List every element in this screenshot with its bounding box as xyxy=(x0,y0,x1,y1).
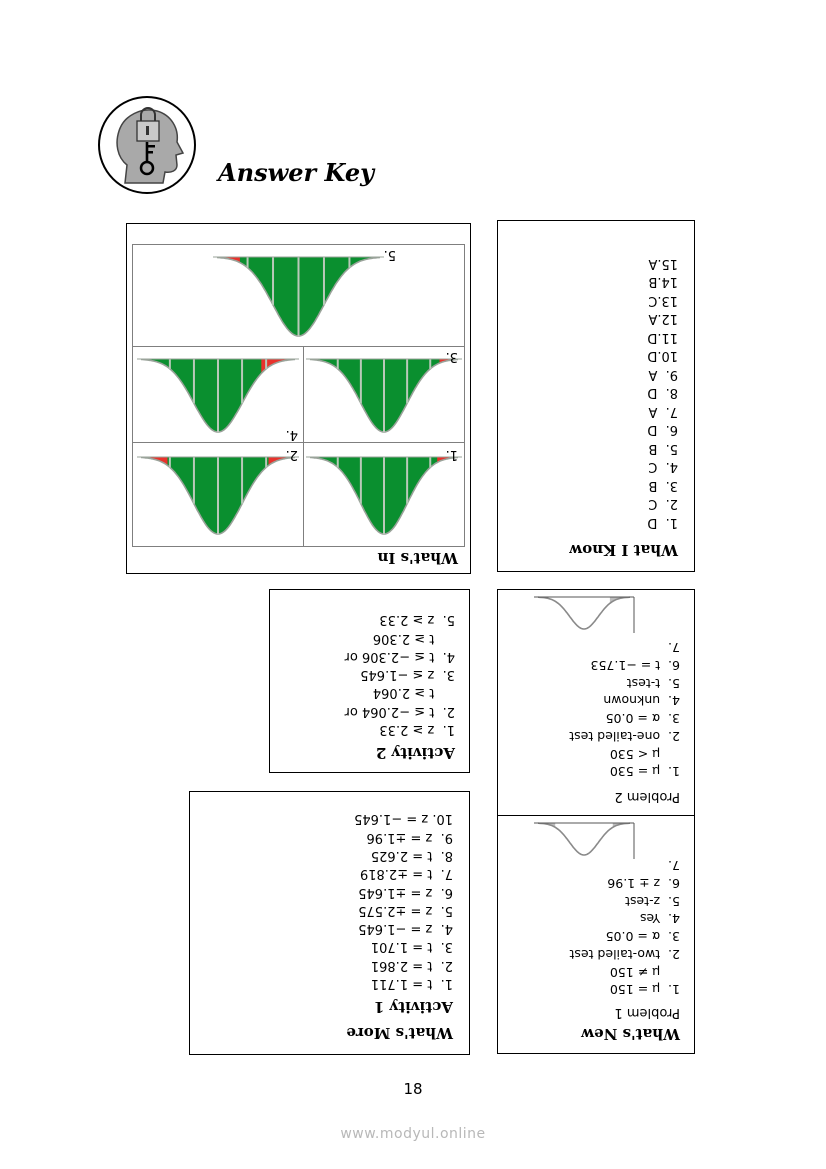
answer-line: 10. z = −1.645 xyxy=(354,811,453,827)
whats-more-box xyxy=(189,791,470,1055)
answer-line: 4. C xyxy=(648,459,678,475)
answer-line: 6. D xyxy=(647,422,678,438)
whats-more-heading: What's More xyxy=(346,1024,453,1042)
problem-2-answers xyxy=(512,638,680,780)
answer-line: 1. μ = 150 xyxy=(609,982,680,998)
answer-line: 1. z ≥ 2.33 xyxy=(379,722,455,737)
curve-body xyxy=(538,823,630,855)
problem-1-curve xyxy=(532,817,636,859)
answer-line: t ≥ 2.064 xyxy=(372,685,455,701)
activity-2-heading: Activity 2 xyxy=(375,744,455,762)
answer-line: 4. Yes xyxy=(639,911,680,927)
graph-2 xyxy=(133,443,303,546)
graph-cell-4 xyxy=(132,346,304,443)
answer-line: 11.D xyxy=(647,330,678,345)
answer-line: 13.C xyxy=(648,293,678,308)
answer-line: 6. z = ±1.645 xyxy=(358,884,453,900)
problem-2-curve xyxy=(532,591,636,633)
answer-line: 2. t ≤ −2.064 or xyxy=(344,703,455,719)
page-number: 18 xyxy=(403,1080,423,1098)
answer-line: 4. z = −1.645 xyxy=(358,921,453,937)
answer-line: 3. α = 0.05 xyxy=(605,711,680,727)
graph-1 xyxy=(304,443,464,546)
answer-line: 9. z = ±1.96 xyxy=(366,829,453,845)
answer-line: 2. t = 2.861 xyxy=(370,957,453,973)
graph-label-1: 1. xyxy=(445,447,458,462)
activity-1-heading: Activity 1 xyxy=(373,998,453,1016)
answer-line: 5. t-test xyxy=(626,675,680,691)
activity-2-answers xyxy=(284,610,455,738)
answer-line: 9. A xyxy=(648,367,678,382)
watermark: www.modyul.online xyxy=(340,1126,486,1142)
problem-2-label: Problem 2 xyxy=(614,789,680,804)
lock-key-logo xyxy=(97,95,197,195)
activity-1-answers xyxy=(206,809,453,992)
answer-line: 2. one-tailed test xyxy=(569,728,680,744)
graph-label-4: 4. xyxy=(285,427,298,442)
answer-line: 5. B xyxy=(648,441,678,456)
answer-line: μ ≠ 150 xyxy=(609,964,680,980)
problem-2-box xyxy=(497,589,695,816)
answer-line: μ < 530 xyxy=(609,746,680,762)
whats-in-heading: What's In xyxy=(377,549,458,567)
answer-line: 12.A xyxy=(648,311,678,327)
whats-new-heading: What's New xyxy=(581,1025,680,1043)
answer-line: t ≥ 2.306 xyxy=(372,630,455,646)
activity-2-box xyxy=(269,589,470,773)
curve-body xyxy=(538,597,630,629)
what-i-know-answers xyxy=(514,254,678,532)
graph-5 xyxy=(133,245,464,346)
lock-and-key-head-icon xyxy=(97,95,197,195)
answer-line: 1. D xyxy=(647,515,678,530)
graph-3 xyxy=(304,347,464,442)
answer-line: 7. xyxy=(668,857,680,873)
graph-label-2: 2. xyxy=(285,447,298,462)
answer-line: 15.A xyxy=(648,256,678,271)
answer-line: 7. A xyxy=(648,404,678,419)
what-i-know-heading: What I Know xyxy=(569,541,678,559)
graph-label-5: 5. xyxy=(383,247,396,262)
answer-line: 8. t = 2.625 xyxy=(370,847,453,863)
answer-line: 8. D xyxy=(647,385,678,401)
answer-line: 6. t = −1.753 xyxy=(590,657,680,673)
graph-cell-3 xyxy=(303,346,465,443)
graph-label-3: 3. xyxy=(445,349,458,364)
answer-line: 5. z = ±2.575 xyxy=(358,902,453,918)
answer-line: 3. z ≤ −1.645 xyxy=(360,667,455,683)
answer-line: 5. z-test xyxy=(625,893,680,909)
answer-line: 3. t = 1.701 xyxy=(370,939,453,955)
answer-line: 4. unknown xyxy=(603,693,680,709)
graph-cell-1 xyxy=(303,442,465,547)
graphs-area xyxy=(132,244,465,547)
problem-1-label: Problem 1 xyxy=(614,1005,680,1020)
answer-line: 2. two-tailed test xyxy=(569,946,680,962)
answer-line: 3. B xyxy=(648,478,678,493)
whats-in-box xyxy=(126,223,471,574)
page-title: Answer Key xyxy=(218,158,375,187)
answer-line: 1. μ = 530 xyxy=(609,764,680,780)
whats-new-box xyxy=(497,815,695,1054)
graph-cell-5 xyxy=(132,244,465,347)
answer-line: 7. xyxy=(668,639,680,655)
graph-cell-2 xyxy=(132,442,304,547)
what-i-know-box xyxy=(497,220,695,572)
answer-line: 5. z ≥ 2.33 xyxy=(379,612,455,628)
answer-line: 7. t = ±2.819 xyxy=(359,866,453,882)
answer-line: 1. t = 1.711 xyxy=(370,976,453,991)
answer-line: 14.B xyxy=(648,274,678,290)
answer-line: 6. z ± 1.96 xyxy=(607,875,680,891)
answer-line: 3. α = 0.05 xyxy=(605,929,680,945)
problem-1-answers xyxy=(512,856,680,998)
graph-4 xyxy=(133,347,303,442)
answer-line: 10.D xyxy=(647,348,678,364)
answer-line: 2. C xyxy=(648,496,678,512)
answer-line: 4. t ≤ −2.306 or xyxy=(344,648,455,664)
